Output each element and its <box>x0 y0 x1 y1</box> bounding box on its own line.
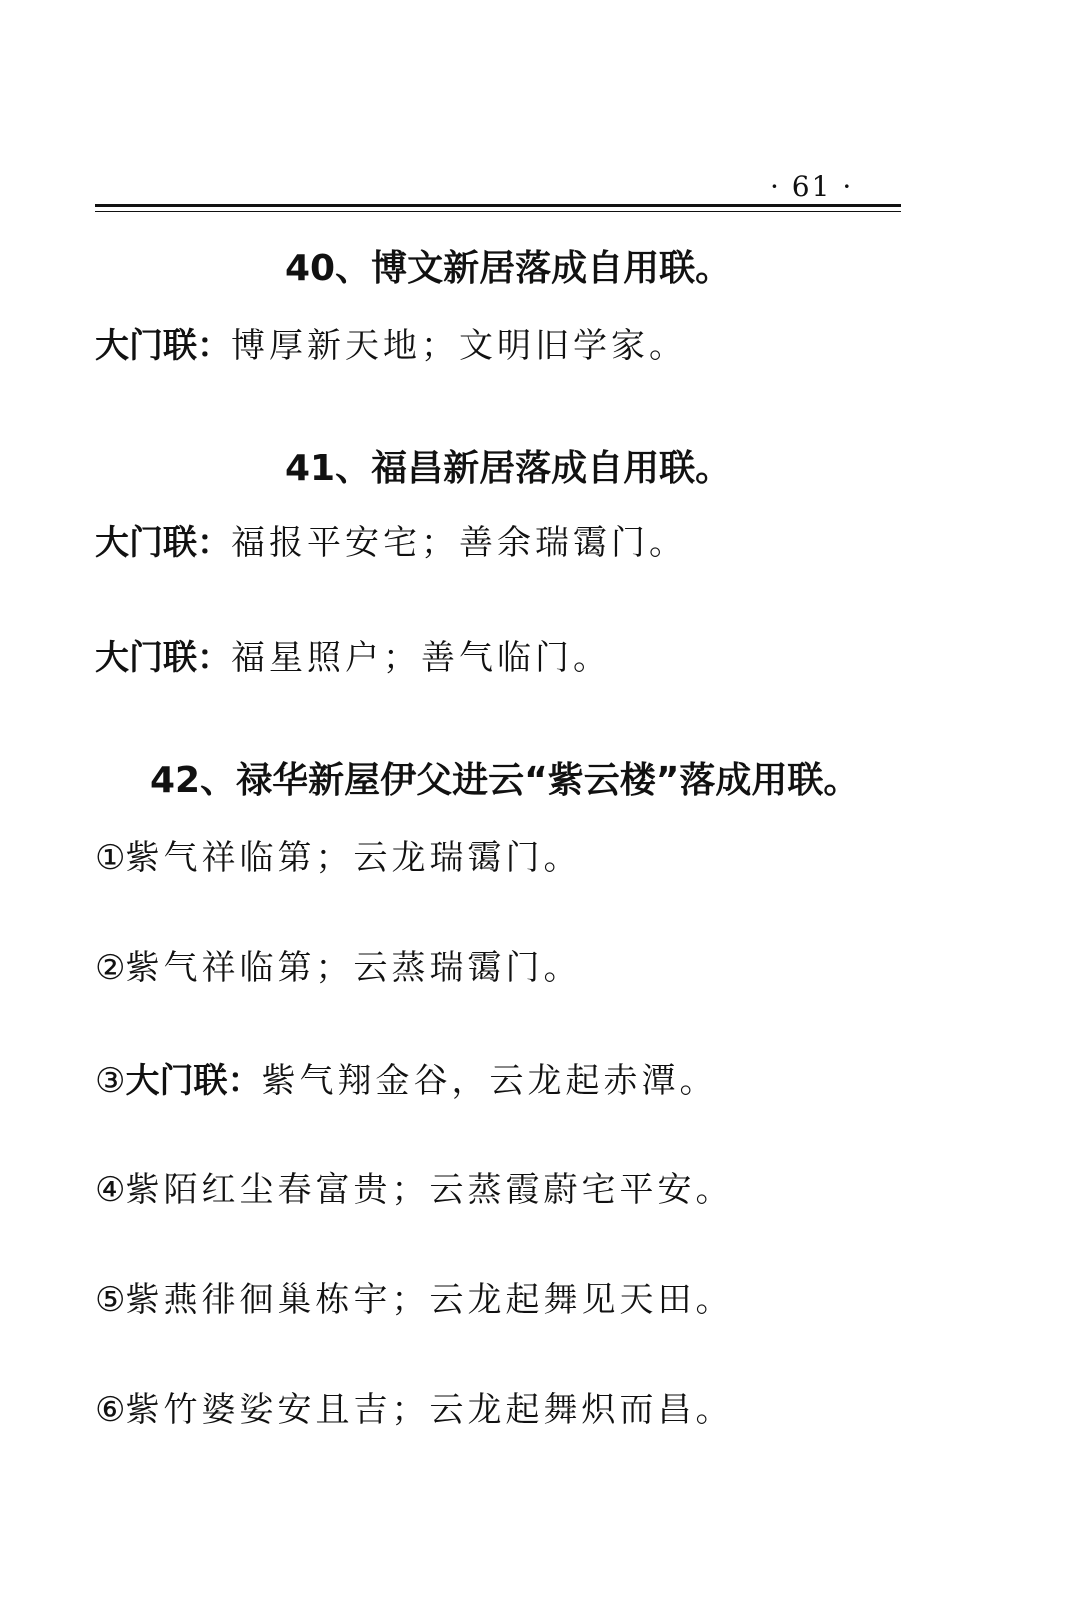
couplet-line <box>95 1162 733 1211</box>
couplet-line <box>95 1272 733 1321</box>
header-rule-thin <box>95 211 901 212</box>
couplet-line <box>95 1382 733 1431</box>
couplet-text: 紫气翔金谷，云龙起赤潭。 <box>261 1061 718 1101</box>
couplet-line <box>95 940 581 989</box>
item-marker: ⑤ <box>95 1280 126 1320</box>
couplet-text: 紫陌红尘春富贵；云蒸霞蔚宅平安。 <box>125 1170 734 1210</box>
item-marker: ④ <box>95 1170 126 1210</box>
couplet-label: 大门联： <box>95 638 231 678</box>
couplet-text: 福报平安宅；善余瑞霭门。 <box>231 523 687 563</box>
item-marker: ③ <box>95 1061 126 1101</box>
item-marker: ⑥ <box>95 1390 126 1430</box>
couplet-line <box>95 830 581 879</box>
couplet-line <box>95 630 611 679</box>
couplet-line <box>95 1053 717 1102</box>
page-number: · 61 · <box>770 170 854 203</box>
couplet-label: 大门联： <box>95 523 231 563</box>
item-marker: ① <box>95 838 126 878</box>
couplet-text: 紫燕徘徊巢栋宇；云龙起舞见天田。 <box>125 1280 734 1320</box>
couplet-text: 紫气祥临第；云蒸瑞霭门。 <box>125 948 582 988</box>
couplet-text: 福星照户；善气临门。 <box>231 638 611 678</box>
section-heading-41: 41、福昌新居落成自用联。 <box>285 448 732 489</box>
section-heading-40: 40、博文新居落成自用联。 <box>285 248 732 289</box>
header-rule-thick <box>95 204 901 207</box>
couplet-text: 紫气祥临第；云龙瑞霭门。 <box>125 838 582 878</box>
couplet-line <box>95 318 687 367</box>
couplet-label: 大门联： <box>95 326 231 366</box>
couplet-text: 紫竹婆娑安且吉；云龙起舞炽而昌。 <box>125 1390 734 1430</box>
item-marker: ② <box>95 948 126 988</box>
couplet-text: 博厚新天地；文明旧学家。 <box>231 326 687 366</box>
couplet-line <box>95 515 687 564</box>
section-heading-42: 42、禄华新屋伊父进云“紫云楼”落成用联。 <box>150 760 860 801</box>
couplet-label: 大门联： <box>125 1061 262 1101</box>
